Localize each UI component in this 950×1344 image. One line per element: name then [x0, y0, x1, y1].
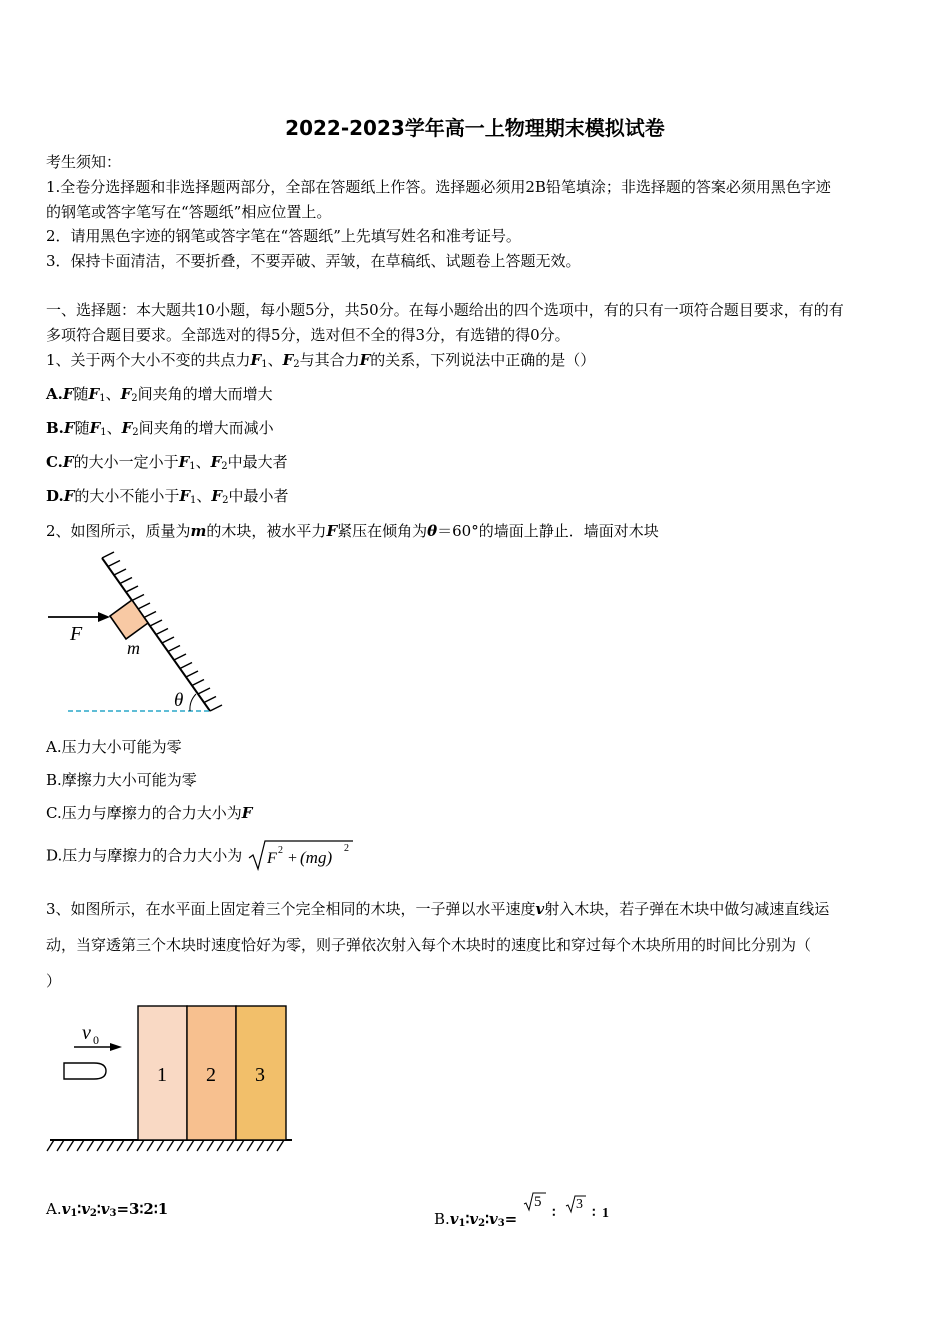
block-label: 3 [255, 1064, 265, 1086]
hatch-mark [204, 697, 216, 703]
label-theta: θ [174, 690, 184, 711]
hatch-mark [162, 637, 174, 643]
notice-item: 1.全卷分选择题和非选择题两部分，全部在答题纸上作答。选择题必须用2B铅笔填涂；非选择题的答案必须用黑色字迹 [46, 178, 831, 196]
velocity-arrow-head [110, 1043, 122, 1051]
notice-item: 的钢笔或答字笔写在“答题纸”相应位置上。 [46, 203, 332, 221]
force-arrow-head [98, 612, 110, 622]
ground-hatch-mark [257, 1140, 264, 1151]
hatch-mark [150, 620, 162, 626]
question-2-option-d[interactable]: D.压力与摩擦力的合力大小为 F 2 + (mg) 2 [46, 838, 357, 872]
section-instructions: 一、选择题：本大题共10小题，每小题5分，共50分。在每小题给出的四个选项中，有的只有一项符合题目要求，有的有 [46, 301, 844, 319]
svg-text:(mg): (mg) [300, 848, 333, 867]
question-1-stem: 1、关于两个大小不变的共点力$F_1$、$F_2$与其合力F的关系，下列说法中正确的是（） [46, 351, 596, 370]
hatch-mark [126, 586, 138, 592]
page-title: 2022-2023学年高一上物理期末模拟试卷 [285, 116, 665, 140]
ground-hatch-mark [197, 1140, 204, 1151]
hatch-mark [192, 680, 204, 686]
question-2-stem: 2、如图所示，质量为m的木块，被水平力F紧压在倾角为θ＝60°的墙面上静止．墙面对木块 [46, 522, 659, 540]
ground-hatch-mark [147, 1140, 154, 1151]
hatch-mark [180, 663, 192, 669]
svg-text:+: + [288, 850, 298, 867]
notice-item: 2．请用黑色字迹的钢笔或答字笔在“答题纸”上先填写姓名和准考证号。 [46, 227, 521, 245]
ground-hatch-mark [187, 1140, 194, 1151]
ground-hatch-mark [227, 1140, 234, 1151]
question-1-option-a[interactable]: A.F随$F_1$、$F_2$间夹角的增大而增大 [46, 385, 273, 404]
ground-hatch-mark [97, 1140, 104, 1151]
question-3-option-a[interactable]: $A.v_1∶v_2∶v_3=3∶2∶1$ [46, 1200, 169, 1219]
question-2-option-b[interactable]: B.摩擦力大小可能为零 [46, 771, 197, 789]
hatch-mark [198, 688, 210, 694]
hatch-mark [186, 671, 198, 677]
question-1-option-c[interactable]: C.F的大小一定小于$F_1$、$F_2$中最大者 [46, 453, 288, 472]
ground-hatch-mark [177, 1140, 184, 1151]
inclined-wall-figure [40, 556, 240, 721]
svg-text:∶: ∶ [552, 1206, 556, 1221]
ground-hatch-mark [107, 1140, 114, 1151]
svg-text:∶: ∶ [592, 1206, 596, 1221]
hatch-mark [114, 569, 126, 575]
hatch-mark [168, 646, 180, 652]
svg-text:F: F [267, 850, 277, 867]
ground-hatch-mark [277, 1140, 284, 1151]
bullet-blocks-figure [46, 1005, 296, 1155]
ground-hatch-mark [157, 1140, 164, 1151]
svg-text:3: 3 [576, 1197, 584, 1212]
question-1-option-d[interactable]: D.F的大小不能小于$F_1$、$F_2$中最小者 [46, 487, 289, 506]
notice-heading: 考生须知： [46, 153, 122, 171]
ground-hatch-mark [267, 1140, 274, 1151]
label-v0-sub: 0 [93, 1033, 99, 1047]
question-3-stem: 动，当穿透第三个木块时速度恰好为零，则子弹依次射入每个木块时的速度比和穿过每个木块所用的时间比分别为（ [46, 936, 812, 954]
hatch-mark [102, 552, 114, 558]
ground-hatch-mark [87, 1140, 94, 1151]
label-mass: m [127, 638, 140, 658]
ground-hatch-mark [237, 1140, 244, 1151]
hatch-mark [210, 705, 222, 711]
notice-item: 3．保持卡面清洁，不要折叠，不要弄破、弄皱，在草稿纸、试题卷上答题无效。 [46, 252, 581, 270]
question-3-stem: 3、如图所示，在水平面上固定着三个完全相同的木块，一子弹以水平速度v射入木块，若子弹在木块中做匀减速直线运 [46, 900, 830, 918]
question-1-option-b[interactable]: B.F随$F_1$、$F_2$间夹角的增大而减小 [46, 419, 274, 438]
angle-arc [190, 694, 196, 711]
question-3-option-b[interactable]: $B.v_1∶v_2∶v_3=$ 5 ∶ 3 ∶ 1 [434, 1194, 610, 1229]
ground-hatching [47, 1140, 284, 1151]
wooden-block [110, 600, 148, 639]
svg-text:1: 1 [602, 1206, 610, 1221]
ground-hatch-mark [67, 1140, 74, 1151]
ground-hatch-mark [247, 1140, 254, 1151]
question-3-stem: ） [46, 972, 62, 990]
hatch-mark [132, 595, 144, 601]
ground-hatch-mark [137, 1140, 144, 1151]
hatch-mark [108, 561, 120, 567]
label-force: F [70, 623, 83, 645]
question-2-option-c[interactable]: C.压力与摩擦力的合力大小为F [46, 804, 253, 822]
section-instructions: 多项符合题目要求。全部选对的得5分，选对但不全的得3分，有选错的得0分。 [46, 326, 570, 344]
ground-hatch-mark [57, 1140, 64, 1151]
svg-text:2: 2 [344, 843, 350, 854]
bullet-shape [64, 1063, 106, 1079]
ground-hatch-mark [47, 1140, 54, 1151]
hatch-mark [120, 578, 132, 584]
hatch-mark [144, 612, 156, 618]
hatch-mark [156, 629, 168, 635]
sqrt-expression [247, 838, 357, 872]
sqrt-ratio [522, 1194, 610, 1226]
label-v0: v [82, 1022, 91, 1044]
ground-hatch-mark [127, 1140, 134, 1151]
question-2-option-a[interactable]: A.压力大小可能为零 [46, 738, 182, 756]
ground-hatch-mark [207, 1140, 214, 1151]
hatch-mark [138, 603, 150, 609]
ground-hatch-mark [167, 1140, 174, 1151]
ground-hatch-mark [77, 1140, 84, 1151]
ground-hatch-mark [117, 1140, 124, 1151]
block-label: 1 [157, 1064, 167, 1086]
ground-hatch-mark [217, 1140, 224, 1151]
svg-text:2: 2 [278, 845, 284, 856]
hatch-mark [174, 654, 186, 660]
svg-text:5: 5 [534, 1194, 542, 1210]
block-label: 2 [206, 1064, 216, 1086]
